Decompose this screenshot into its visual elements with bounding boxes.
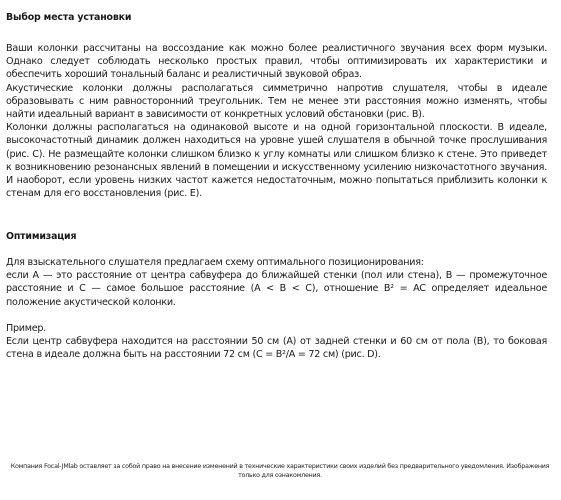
section-heading-optimization: Оптимизация (6, 231, 77, 242)
example-text: Если центр сабвуфера находится на расстоянии 50 см (A) от задней стенки и 60 см от пола (B), то боковая стена в идеале должна быть на расстоянии 72 см (C = B²/A = 72 см) (рис. D). (6, 336, 547, 361)
example-text-block (6, 322, 547, 362)
optimization-definition: если A — это расстояние от центра сабвуфера до ближайшей стенки (пол или стена), B — промежуточное расстояние и C — самое большое расстояние (A < B < C), отношение B² = AC определяет идеальное положение акустической колонки. (6, 270, 547, 308)
section-heading-placement: Выбор места установки (6, 12, 132, 23)
placement-paragraph-height: Колонки должны располагаться на одинаковой высоте и на одной горизонтальной плоскости. В идеале, высокочастотный динамик должен находиться на уровне ушей слушателя в обычной точке прослушивания (рис. C). Не размещайте колонки слишком близко к углу комнаты или слишком близко к стене. Это приведет к возникновению резонансных явлений в помещении и искусственному усилению низкочастотного звучания. И наоборот, если уровень низких частот кажется недостаточным, можно попытаться приблизить колонки к стенам для его восстановления (рис. E). (6, 122, 547, 200)
placement-paragraph-intro: Ваши колонки рассчитаны на воссоздание как можно более реалистичного звучания всех форм музыки. Однако следует соблюдать несколько простых правил, чтобы оптимизировать их характеристики и обеспечить хороший тональный баланс и реалистичный звуковой образ. (6, 43, 547, 81)
example-label: Пример. (6, 323, 47, 334)
placement-text-block (6, 42, 547, 200)
optimization-intro: Для взыскательного слушателя предлагаем схему оптимального позиционирования: (6, 257, 424, 268)
disclaimer-footer: Компания Focal-JMlab оставляет за собой право на внесение изменений в технические характеристики своих изделий без предварительного уведомления. Изображения только для ознакомления. (10, 463, 550, 479)
placement-paragraph-triangle: Акустические колонки должны располагаться симметрично напротив слушателя, чтобы в идеале образовывать с ним равносторонний треугольник. Тем не менее эти расстояния можно изменять, чтобы найти идеальный вариант в зависимости от конкретных условий обстановки (рис. B). (6, 82, 547, 121)
optimization-text-block (6, 256, 547, 309)
